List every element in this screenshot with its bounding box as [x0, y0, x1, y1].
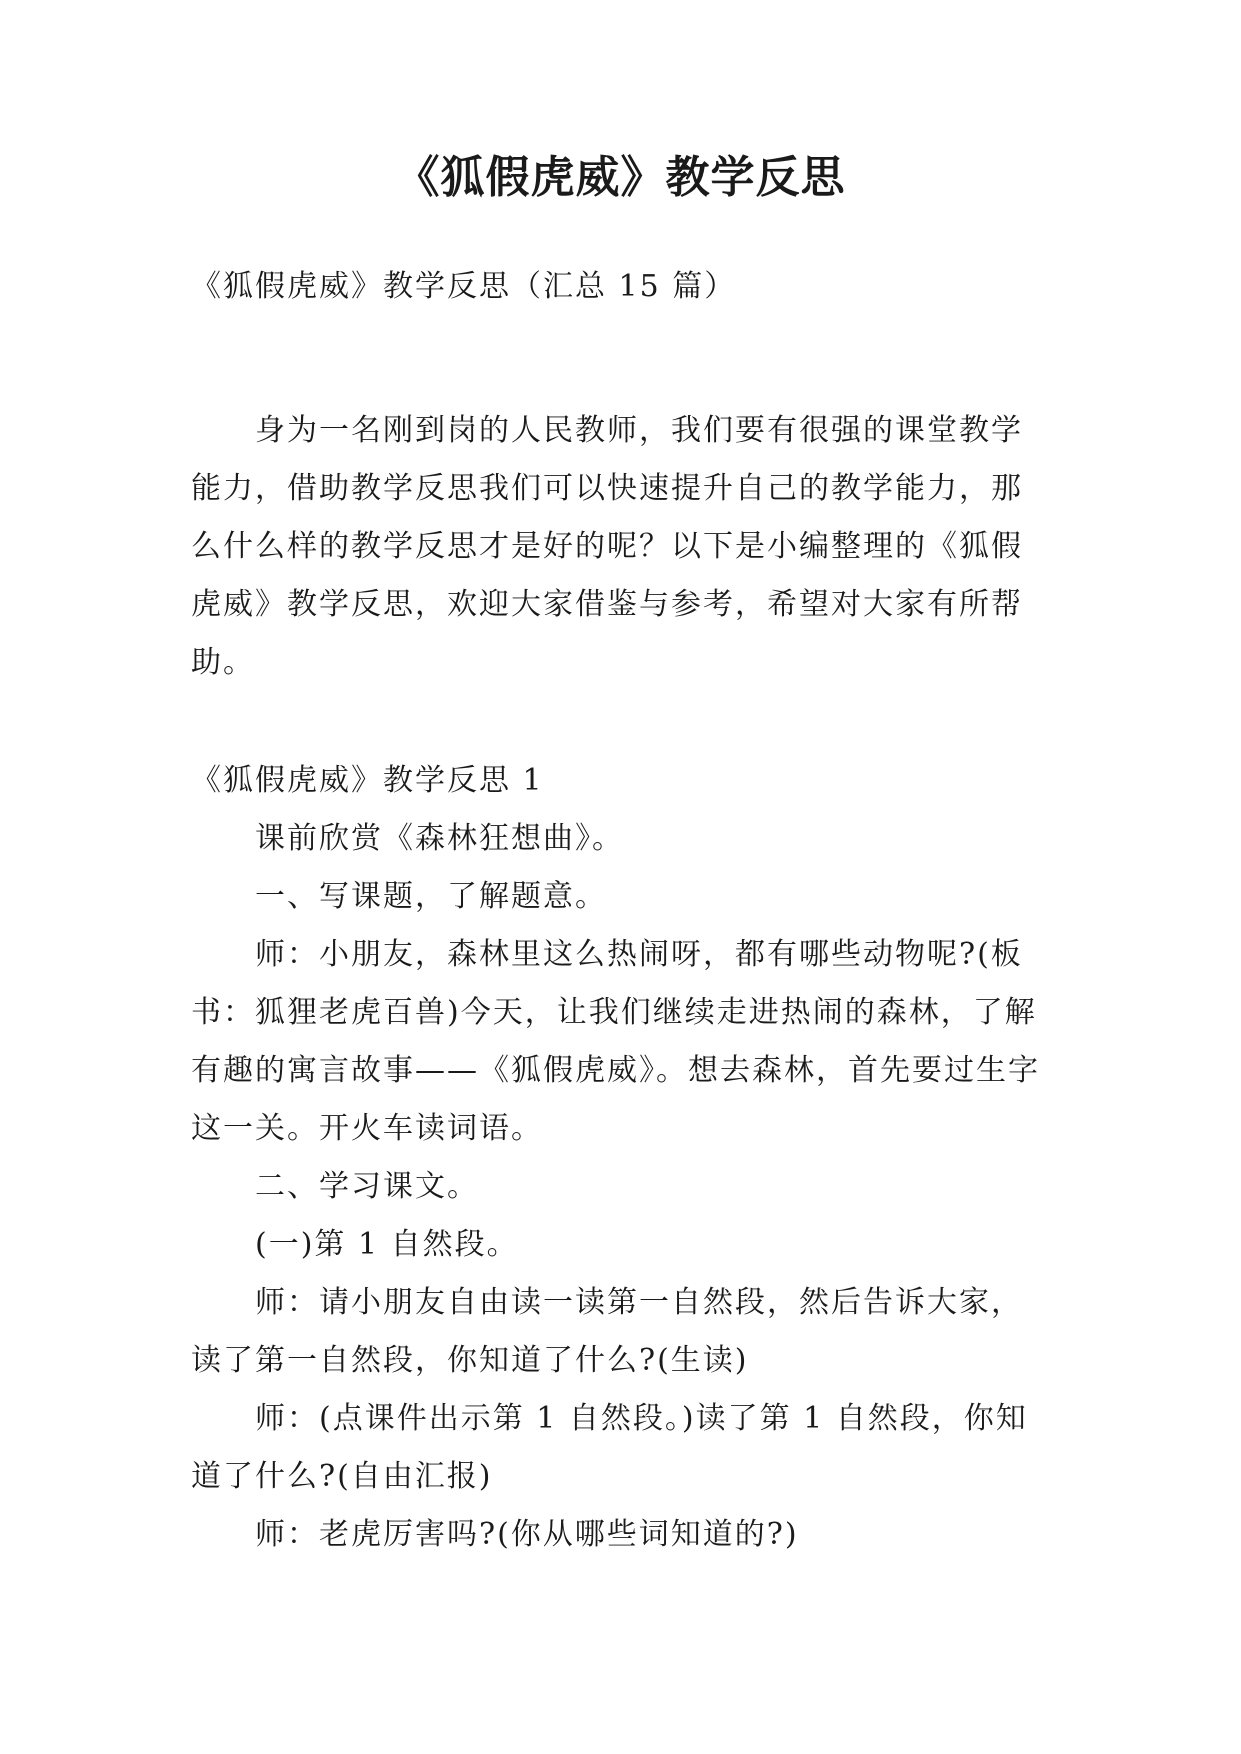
- paragraph: 师：(点课件出示第 1 自然段。)读了第 1 自然段，你知道了什么?(自由汇报): [191, 1401, 1028, 1494]
- section-body: [191, 810, 1051, 1564]
- paragraph: 师：老虎厉害吗?(你从哪些词知道的?): [255, 1517, 799, 1552]
- section-heading: 《狐假虎威》教学反思 1: [191, 763, 544, 798]
- paragraph: 师：小朋友，森林里这么热闹呀，都有哪些动物呢?(板书：狐狸老虎百兽)今天，让我们继续走进热闹的森林，了解有趣的寓言故事——《狐假虎威》。想去森林，首先要过生字这一关。开火车读词语。: [191, 937, 1040, 1146]
- paragraph: (一)第 1 自然段。: [255, 1227, 519, 1262]
- paragraph: 一、写课题，了解题意。: [255, 879, 607, 914]
- document-title: 《狐假虎威》教学反思: [395, 152, 846, 203]
- document-subtitle: 《狐假虎威》教学反思（汇总 15 篇）: [191, 269, 737, 304]
- intro-paragraph: 身为一名刚到岗的人民教师，我们要有很强的课堂教学能力，借助教学反思我们可以快速提升自己的教学能力，那么什么样的教学反思才是好的呢？以下是小编整理的《狐假虎威》教学反思，欢迎大家借鉴与参考，希望对大家有所帮助。: [191, 413, 1023, 680]
- paragraph: 课前欣赏《森林狂想曲》。: [255, 821, 624, 856]
- paragraph: 二、学习课文。: [255, 1169, 479, 1204]
- paragraph: 师：请小朋友自由读一读第一自然段，然后告诉大家，读了第一自然段，你知道了什么?(生读): [191, 1285, 1023, 1378]
